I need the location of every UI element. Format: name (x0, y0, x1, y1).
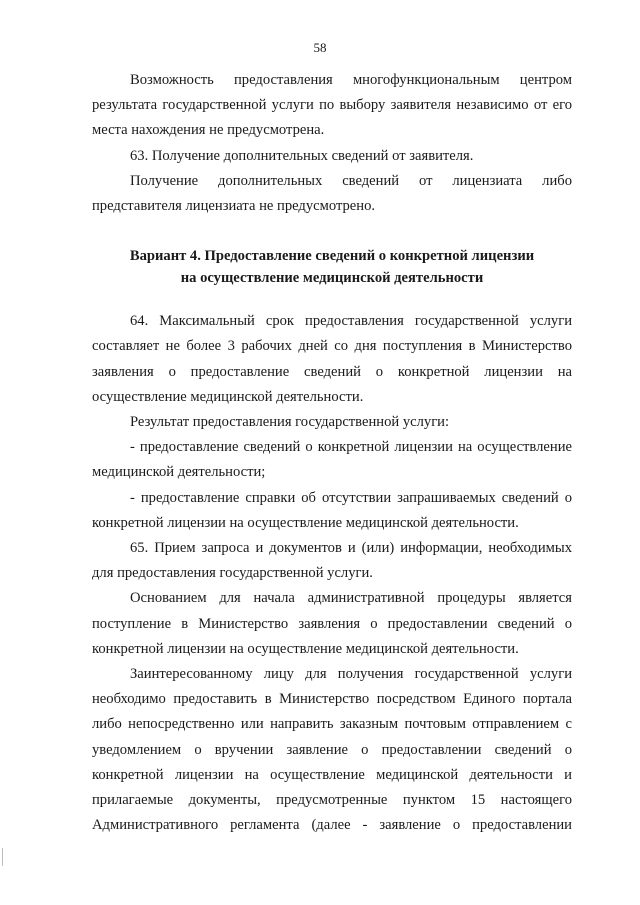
document-body (92, 68, 572, 838)
scan-edge-mark (2, 848, 3, 866)
paragraph-65-title: 65. Прием запроса и документов и (или) информации, необходимых для предоставления государственной услуги. (92, 540, 572, 582)
heading-line-1: Вариант 4. Предоставление сведений о конкретной лицензии (129, 248, 535, 265)
section-heading-variant-4 (92, 245, 572, 289)
paragraph-additional-info: Получение дополнительных сведений от лицензиата либо представителя лицензиата не предусмотрено. (92, 172, 572, 215)
paragraph-result-title: Результат предоставления государственной услуги: (130, 414, 450, 431)
heading-line-2: на осуществление медицинской деятельности (180, 270, 484, 287)
page-number: 58 (313, 40, 327, 55)
paragraph-63-title: 63. Получение дополнительных сведений от заявителя. (130, 147, 474, 164)
paragraph-applicant: Заинтересованному лицу для получения государственной услуги необходимо предоставить в Министерство посредством Единого портала либо непосредственно или направить заказным почтовым отправлением с уведомлением о вручении заявление о предоставлении сведений о конкретной лицензии на осуществление медицинской деятельности и прилагаемые документы, предусмотренные пунктом 15 настоящего Административного регламента (далее - заявление о предоставлении (92, 666, 572, 834)
paragraph-basis: Основанием для начала административной процедуры является поступление в Министерство заявления о предоставлении сведений о конкретной лицензии на осуществление медицинской деятельности. (92, 590, 572, 657)
list-item-provide-info: - предоставление сведений о конкретной лицензии на осуществление медицинской деятельности; (92, 439, 572, 481)
paragraph-mfc-result: Возможность предоставления многофункциональным центром результата государственной услуги по выбору заявителя независимо от его места нахождения не предусмотрена. (92, 72, 572, 139)
paragraph-64-term: 64. Максимальный срок предоставления государственной услуги составляет не более 3 рабочих дней со дня поступления в Министерство заявления о предоставление сведений о конкретной лицензии на осуществление медицинской деятельности. (92, 313, 572, 405)
list-item-provide-certificate: - предоставление справки об отсутствии запрашиваемых сведений о конкретной лицензии на осуществление медицинской деятельности. (92, 489, 572, 531)
